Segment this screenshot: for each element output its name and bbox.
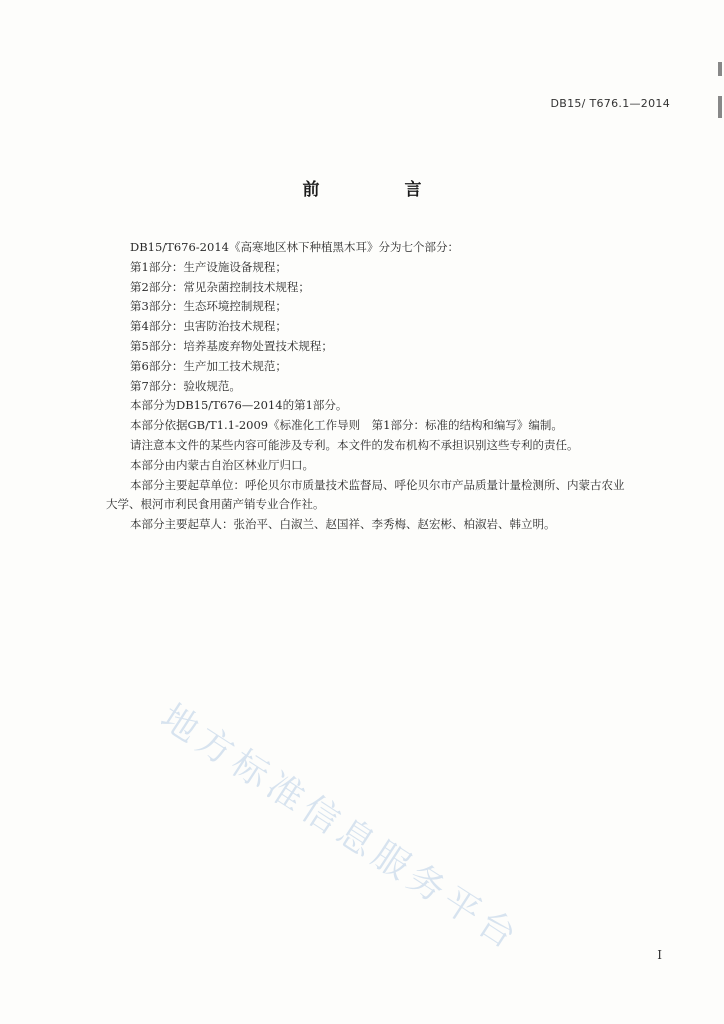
paragraph-drafting-units-continued: 大学、根河市利民食用菌产销专业合作社。 (106, 497, 325, 512)
list-item: 第2部分：常见杂菌控制技术规程； (130, 279, 310, 294)
list-item: 第5部分：培养基废弃物处置技术规程； (130, 338, 333, 353)
list-item: 第6部分：生产加工技术规范； (130, 358, 287, 373)
paragraph: 本部分由内蒙古自治区林业厅归口。 (130, 457, 314, 472)
scan-edge-mark (718, 62, 722, 76)
paragraph: DB15/T676-2014《高寒地区林下种植黑木耳》分为七个部分： (130, 240, 459, 254)
paragraph: 本部分依据GB/T1.1-2009《标准化工作导则 第1部分：标准的结构和编写》编制。 (130, 418, 563, 433)
paragraph-drafters: 本部分主要起草人：张治平、白淑兰、赵国祥、李秀梅、赵宏彬、柏淑岩、韩立明。 (130, 517, 556, 532)
list-item: 第3部分：生态环境控制规程； (130, 299, 287, 314)
standard-code: DB15/ T676.1—2014 (550, 97, 670, 110)
foreword-body (106, 238, 680, 535)
list-item: 第1部分：生产设施设备规程； (130, 259, 287, 274)
list-item: 第7部分：验收规范。 (130, 378, 241, 393)
page-number: I (657, 948, 662, 962)
watermark-text: 地方标准信息服务平台 (153, 696, 528, 960)
paragraph: 请注意本文件的某些内容可能涉及专利。本文件的发布机构不承担识别这些专利的责任。 (130, 437, 579, 452)
list-item: 第4部分：虫害防治技术规程； (130, 319, 287, 334)
paragraph: 本部分为DB15/T676—2014的第1部分。 (130, 398, 348, 413)
scan-edge-mark (718, 96, 722, 118)
page-title: 前 言 (302, 180, 456, 200)
paragraph-drafting-units: 本部分主要起草单位：呼伦贝尔市质量技术监督局、呼伦贝尔市产品质量计量检测所、内蒙古农业 (130, 477, 625, 492)
